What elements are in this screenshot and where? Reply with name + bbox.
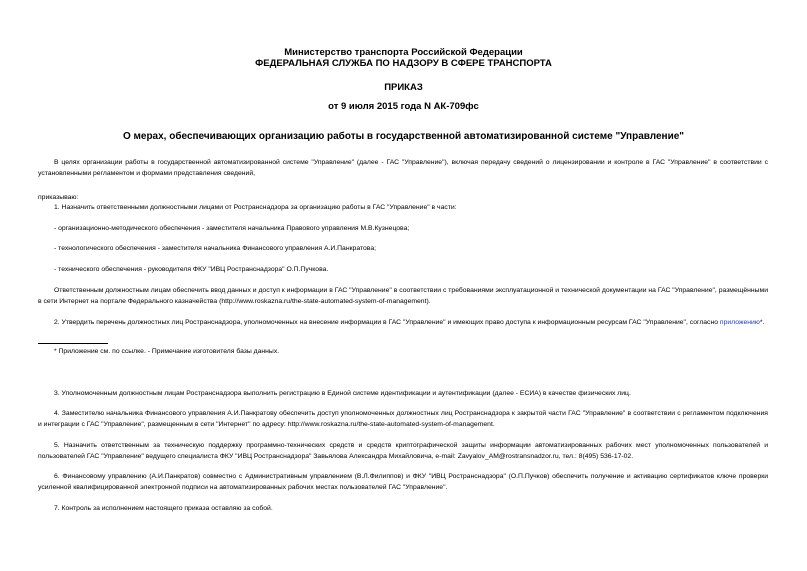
service-heading: ФЕДЕРАЛЬНАЯ СЛУЖБА ПО НАДЗОРУ В СФЕРЕ ТРАНСПОРТА	[255, 58, 552, 69]
item-1-d: Ответственным должностным лицам обеспечить ввод данных и доступ к информации в ГАС "Управление" в соответствии с требованиями эксплуатационной и технической документации на ГАС "Управление", размещёнными в сети Интернет на портале Федерального казначейства (http://www.roskazna.ru/the-state-automated-system-of-management).	[38, 287, 768, 305]
ministry-heading: Министерство транспорта Российской Федерации	[284, 47, 523, 58]
item-2-text: 2. Утвердить перечень должностных лиц Ространснадзора, уполномоченных на внесение информации в ГАС "Управление" и имеющих право доступа к информационным ресурсам ГАС "Управление", согласно	[54, 319, 718, 326]
item-4: 4. Заместителю начальника Финансового управления А.И.Панкратову обеспечить доступ уполномоченных должностных лиц Ространснадзора к закрытой части ГАС "Управление" в соответствии с регламентом подключения и интеграции с ГАС "Управление", размещенным в сети "Интернет" по адресу: http://www.roskazna.ru/the-state-automated-system-of-management.	[38, 410, 768, 428]
item-1-a: - организационно-методического обеспечения - заместителя начальника Правового управления М.В.Кузнецова;	[54, 225, 410, 232]
footnote-divider	[38, 343, 108, 344]
item-3: 3. Уполномоченным должностным лицам Ространснадзора выполнить регистрацию в Единой системе идентификации и аутентификации (далее - ЕСИА) в качестве физических лиц.	[54, 390, 631, 397]
footnote: * Приложение см. по ссылке. - Примечание изготовителя базы данных.	[54, 348, 280, 355]
item-2	[38, 318, 768, 329]
item-2-suffix: *.	[759, 319, 765, 326]
date-number-heading: от 9 июля 2015 года N АК-709фс	[328, 101, 479, 112]
order-word: приказываю:	[38, 194, 79, 201]
doc-type-heading: ПРИКАЗ	[384, 82, 423, 93]
document-title: О мерах, обеспечивающих организацию работы в государственной автоматизированной системе "Управление"	[122, 131, 685, 142]
appendix-link[interactable]: приложению	[719, 319, 760, 326]
item-1-c: - технического обеспечения - руководителя ФКУ "ИВЦ Ространснадзора" О.П.Пучкова.	[54, 266, 329, 273]
item-1: 1. Назначить ответственными должностными лицами от Ространснадзора за организацию работы в ГАС "Управление" в части:	[54, 204, 457, 211]
item-1-b: - технологического обеспечения - заместителя начальника Финансового управления А.И.Панкратова;	[54, 245, 376, 252]
preamble-paragraph: В целях организации работы в государственной автоматизированной системе "Управление" (далее - ГАС "Управление"), включая передачу сведений о лицензировании и контроле в ГАС "Управление" в соответствии с установленными регламентом и формами представления сведений,	[38, 159, 768, 177]
item-6: 6. Финансовому управлению (А.И.Панкратов) совместно с Административным управлением (В.Л.Филиппов) и ФКУ "ИВЦ Ространснадзора" (О.П.Пучков) обеспечить получение и активацию сертификатов ключе проверки усиленной квалифицированной электронной подписи на автоматизированных рабочих местах пользователей ГАС "Управление".	[38, 473, 768, 491]
item-5: 5. Назначить ответственным за техническую поддержку программно-технических средств и средств криптографической защиты информации автоматизированных рабочих мест уполномоченных пользователей и пользователей ГАС "Управление" ведущего специалиста ФКУ "ИВЦ Ространснадзора" Завьялова Александра Михайловича, e-mail: Zavyalov_AM@rostransnadzor.ru, тел.: 8(495) 536-17-02.	[38, 442, 768, 460]
item-7: 7. Контроль за исполнением настоящего приказа оставляю за собой.	[54, 505, 273, 512]
